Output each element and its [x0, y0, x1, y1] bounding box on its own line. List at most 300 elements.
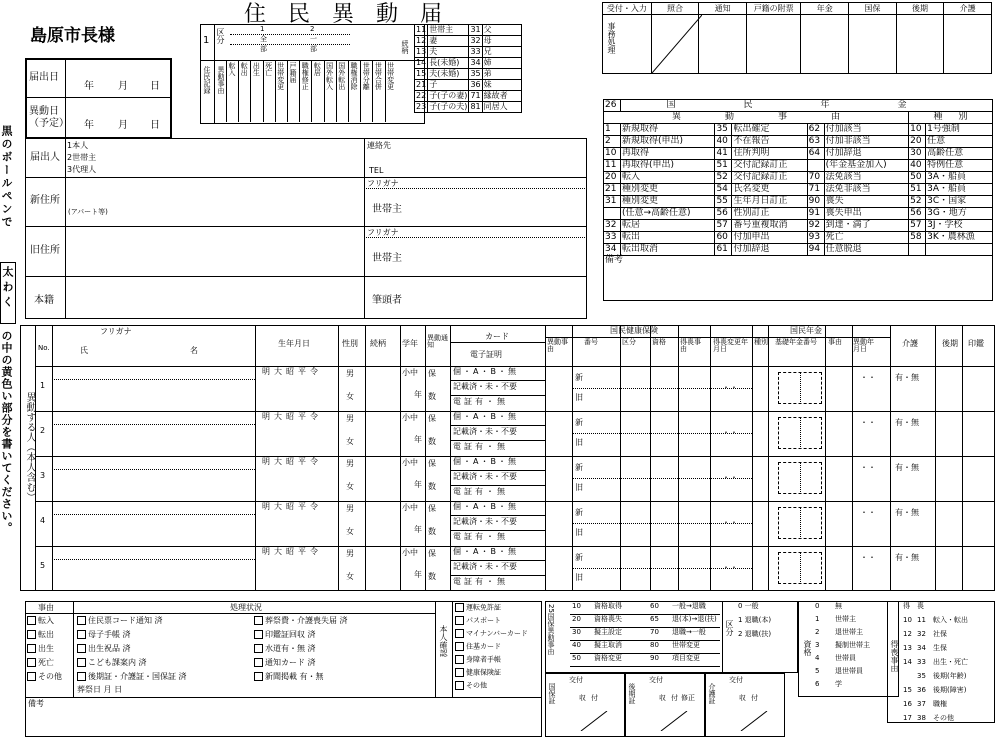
checkbox[interactable]	[455, 616, 464, 625]
relation-cell: 妻	[428, 36, 469, 47]
cert-item: 付	[671, 694, 678, 702]
id-option[interactable]	[455, 603, 501, 612]
tokuso-cell: 11	[917, 616, 926, 624]
reason-divider	[287, 60, 288, 122]
grade: 小中	[402, 368, 418, 377]
furigana-line	[52, 469, 255, 470]
col-divider	[572, 325, 573, 591]
ecert: 電証有・無	[453, 442, 508, 451]
id-option[interactable]	[455, 629, 528, 638]
col-header: 生年月日	[278, 339, 310, 348]
tokuso-label: 得喪事由	[890, 640, 899, 672]
col-header: 電子証明	[470, 350, 502, 359]
kubun-label: 区分	[725, 620, 734, 636]
col-header: 学年	[402, 339, 418, 348]
era-options: 明大昭平令	[262, 412, 322, 421]
relation-cell: 23	[416, 102, 427, 111]
status-option[interactable]	[77, 630, 131, 639]
sep	[450, 425, 545, 426]
grade-year: 年	[414, 390, 422, 399]
pension-code-cell: 交付記録訂正	[732, 172, 807, 184]
checkbox[interactable]	[77, 672, 86, 681]
category-col: 部	[310, 45, 317, 53]
checkbox[interactable]	[77, 616, 86, 625]
pension-code-cell: 52	[909, 196, 926, 208]
shikaku-text: 退世帯員	[835, 667, 863, 675]
sex-female: 女	[346, 482, 354, 491]
furigana-line	[52, 379, 255, 380]
pension-code-cell: 新規取得(申出)	[621, 136, 715, 148]
relation-cell: 81	[470, 102, 481, 111]
cert-item: 付	[591, 694, 598, 702]
col-divider	[890, 325, 891, 591]
tokuso-cell: 17	[903, 714, 912, 722]
relation-cell: 世帯主	[428, 25, 469, 36]
category-col: 部	[260, 45, 267, 53]
tokuso-cell: 15	[903, 686, 912, 694]
pension-code-cell: 3J・学校	[926, 220, 993, 232]
status-option[interactable]	[254, 616, 348, 625]
pension-code-cell: 付加非該当	[824, 136, 908, 148]
id-option[interactable]	[455, 642, 501, 651]
reason-col: 国外転入	[325, 62, 334, 90]
checkbox[interactable]	[455, 629, 464, 638]
move-date-label: 異動日（予定）	[29, 106, 69, 129]
pension-code-cell: 3C・国家	[926, 196, 993, 208]
kaigo-umu: 有・無	[895, 463, 919, 472]
status-text: 住民票コード通知 済	[88, 616, 163, 625]
card-entry: 記載済・未・不要	[453, 472, 517, 481]
contact-label: 連絡先	[367, 141, 391, 150]
col-divider	[620, 325, 621, 591]
id-option[interactable]	[455, 616, 501, 625]
id-option[interactable]	[455, 655, 501, 664]
status-text: 葬祭費・介護喪失届 済	[265, 616, 348, 625]
sep	[450, 485, 545, 486]
card-entry: 記載済・未・不要	[453, 427, 517, 436]
reason-option[interactable]	[27, 616, 54, 625]
bottom-remarks-label: 備考	[28, 699, 44, 708]
tokuso-cell: 34	[917, 644, 926, 652]
reason-option[interactable]	[27, 630, 54, 639]
bottom-reason-label: 事由	[38, 603, 54, 612]
tokuso-cell: 13	[903, 644, 912, 652]
era-options: 明大昭平令	[262, 547, 322, 556]
sep	[450, 560, 545, 561]
checkbox[interactable]	[77, 644, 86, 653]
grade: 小中	[402, 503, 418, 512]
pension-code-cell: 法免該当	[824, 172, 908, 184]
pension-code-cell: 3K・農林漁	[926, 232, 993, 244]
submit-date-label: 届出日	[29, 72, 59, 83]
grade-year: 年	[414, 525, 422, 534]
sex-male: 男	[346, 369, 354, 378]
cert-item: 修正	[681, 694, 695, 702]
kokuho-old: 旧	[575, 393, 583, 402]
cert-item: 収	[579, 694, 586, 702]
pension-code-cell: 20	[604, 172, 621, 184]
kokuho-new: 新	[575, 373, 583, 382]
pension-code-cell: 63	[807, 136, 824, 148]
checkbox[interactable]	[27, 658, 36, 667]
id-text: 運転免許証	[466, 603, 501, 612]
kubun-option: 1 退職(本)	[738, 616, 772, 624]
pension-code-cell	[909, 244, 926, 256]
id-text: 住基カード	[466, 642, 501, 651]
tokuso-cell: 35	[917, 672, 926, 680]
kokuho-code: 50	[572, 654, 581, 662]
sep	[450, 380, 545, 381]
pension-sub	[909, 112, 993, 124]
reason-col: 国外転出	[337, 62, 346, 90]
id-text: その他	[466, 681, 487, 690]
pension-code-cell: 11	[604, 160, 621, 172]
kokuho-code-label: 25国保異動事由	[547, 604, 555, 655]
pension-remarks: 備考	[604, 256, 993, 301]
checkbox[interactable]	[254, 644, 263, 653]
tokuso-cell: 社保	[933, 630, 947, 638]
row-no: 5	[40, 561, 46, 570]
persons-side-label: 異動する人（本人含む）	[24, 392, 35, 502]
shikaku-text: 擬制世帯主	[835, 641, 870, 649]
kaigo-umu: 有・無	[895, 553, 919, 562]
relation-cell: 子	[428, 80, 469, 91]
relation-cell: 縁故者	[482, 91, 521, 102]
relation-cell: 14	[416, 58, 427, 67]
office-col: 受付・入力	[603, 3, 652, 15]
pension-code-cell: 55	[715, 196, 732, 208]
cert-slash	[659, 711, 689, 731]
tokuso-cell: 37	[917, 700, 926, 708]
checkbox[interactable]	[27, 616, 36, 625]
reason-col: 転居	[313, 62, 322, 76]
pension-code-cell: 91	[807, 208, 824, 220]
sep	[450, 470, 545, 471]
col-header: 後期	[942, 339, 958, 348]
pension-code-cell: 61	[715, 244, 732, 256]
reason-text: その他	[38, 672, 62, 681]
apartment-label: (アパート等)	[68, 208, 108, 216]
relation-cell: 夫(未婚)	[428, 69, 469, 80]
checkbox[interactable]	[77, 630, 86, 639]
id-option[interactable]	[455, 668, 501, 677]
pension-code-cell: 90	[807, 196, 824, 208]
id-option[interactable]	[455, 681, 487, 690]
reason-col: 出生	[252, 62, 261, 76]
notice: 保	[428, 414, 436, 423]
kubun-option: 2 退職(扶)	[738, 630, 772, 638]
notice: 保	[428, 369, 436, 378]
notice-count: 数	[428, 527, 436, 536]
kokuho-code: 30	[572, 628, 581, 636]
pension-code-cell: 性別訂正	[732, 208, 807, 220]
pension-code-cell: 任意脱退	[824, 244, 908, 256]
shikaku-no: 2	[815, 628, 820, 636]
ecert: 電証有・無	[453, 577, 508, 586]
col-header: 資格	[652, 338, 666, 346]
notice: 保	[428, 549, 436, 558]
pension-code-cell: 1	[604, 124, 621, 136]
status-option[interactable]	[77, 686, 122, 694]
col-header: 氏	[80, 346, 88, 355]
kaigo-umu: 有・無	[895, 373, 919, 382]
cert-label: 国保証	[548, 683, 556, 704]
kokuho-old: 旧	[575, 438, 583, 447]
reason-option[interactable]	[27, 658, 54, 667]
cert-item: 交付	[569, 676, 583, 684]
pension-code-cell: 新規取得	[621, 124, 715, 136]
pension-code-cell	[926, 244, 993, 256]
checkbox[interactable]	[27, 644, 36, 653]
kokuho-new: 新	[575, 418, 583, 427]
sep	[450, 575, 545, 576]
kubun-option: 0 一般	[738, 602, 759, 610]
checkbox[interactable]	[455, 642, 464, 651]
kokuho-code: 擬主取消	[594, 641, 622, 649]
notice-count: 数	[428, 437, 436, 446]
left-note: 黒のボールペンで	[0, 125, 13, 229]
sep	[570, 666, 720, 667]
status-option[interactable]	[77, 644, 131, 653]
pension-code-cell	[604, 208, 621, 220]
checkbox[interactable]	[77, 658, 86, 667]
grade: 小中	[402, 413, 418, 422]
col-divider	[450, 325, 451, 591]
pension-code-cell: 41	[715, 148, 732, 160]
shikaku-no: 4	[815, 654, 820, 662]
col-header: 名	[190, 346, 198, 355]
col-divider	[752, 325, 753, 591]
pension-code-cell: 52	[715, 172, 732, 184]
reason-divider	[250, 60, 251, 122]
shikaku-no: 1	[815, 615, 820, 623]
relation-cell: 21	[416, 80, 427, 89]
col-header: 番号	[584, 338, 598, 346]
status-text: 後期証・介護証・国保証 済	[88, 672, 187, 681]
status-option[interactable]	[77, 672, 187, 681]
status-option[interactable]	[254, 658, 316, 667]
pension-code-cell: 不在報告	[732, 136, 807, 148]
pension-code-cell: 94	[807, 244, 824, 256]
sex-male: 男	[346, 549, 354, 558]
col-divider	[852, 325, 853, 591]
reason-col: 職権修正	[301, 62, 310, 90]
relation-cell: 夫	[428, 47, 469, 58]
category-col: 2	[310, 25, 315, 33]
office-col: 年金	[801, 3, 849, 15]
relation-cell: 12	[416, 36, 427, 45]
row-no: 3	[40, 471, 46, 480]
reason-text: 出生	[38, 644, 54, 653]
notice-count: 数	[428, 482, 436, 491]
pension-code-cell: 60	[715, 232, 732, 244]
reason-text: 死亡	[38, 658, 54, 667]
era-options: 明大昭平令	[262, 367, 322, 376]
card-type: 個・A・B・無	[453, 367, 518, 376]
relation-cell: 母	[482, 36, 521, 47]
pension-head: 26	[604, 100, 621, 112]
kokuho-code: 80	[650, 641, 659, 649]
pension-sub-char: 別	[958, 112, 968, 122]
status-option[interactable]	[77, 616, 163, 625]
sep	[450, 530, 545, 531]
nenkin-date: ・・	[860, 553, 876, 562]
reason-col: 戸籍届	[289, 62, 297, 83]
status-option[interactable]	[254, 630, 316, 639]
reason-text: 転出	[38, 630, 54, 639]
status-option[interactable]	[77, 658, 147, 667]
reason-divider	[372, 60, 373, 122]
checkbox[interactable]	[254, 630, 263, 639]
address-box	[25, 138, 587, 319]
relation-cell: 34	[470, 58, 481, 67]
pension-code-cell: 56	[715, 208, 732, 220]
checkbox[interactable]	[27, 630, 36, 639]
pension-code-cell: 交付記録訂正	[732, 160, 807, 172]
pension-head-char: 国	[666, 100, 716, 110]
tokuso-head: 喪	[917, 602, 924, 610]
col-header: カード	[485, 332, 509, 341]
pension-sub-char: 事	[778, 112, 788, 122]
relation-cell: 父	[482, 25, 521, 36]
pension-head-char: 民	[743, 100, 793, 110]
pension-code-cell: 50	[909, 172, 926, 184]
pension-code-cell: 92	[807, 220, 824, 232]
pension-code-cell: 再取得(申出)	[621, 160, 715, 172]
col-divider	[935, 325, 936, 591]
kokuho-code: 資格取得	[594, 602, 622, 610]
checkbox[interactable]	[455, 668, 464, 677]
pension-code-cell: 転出確定	[732, 124, 807, 136]
reason-option[interactable]	[27, 672, 62, 681]
pension-code-cell: 付加申出	[732, 232, 807, 244]
relation-cell: 姉	[482, 58, 521, 69]
pension-code-cell: 1号強制	[926, 124, 993, 136]
col-header: 区分	[622, 338, 636, 346]
change-date: ・・	[722, 428, 738, 437]
col-divider	[400, 325, 401, 591]
status-text: 母子手帳 済	[88, 630, 131, 639]
kokuho-code: 世帯変更	[672, 641, 700, 649]
col-header: 異動通知	[427, 334, 448, 349]
shikaku-no: 6	[815, 680, 820, 688]
kokuho-new: 新	[575, 553, 583, 562]
card-entry: 記載済・未・不要	[453, 517, 517, 526]
sep	[450, 440, 545, 441]
relation-cell: 36	[470, 80, 481, 89]
checkbox[interactable]	[455, 681, 464, 690]
col-divider	[545, 325, 546, 591]
pension-code-cell: 転出取消	[621, 244, 715, 256]
pension-code-cell: (年金基金加入)	[824, 160, 908, 172]
checkbox[interactable]	[254, 658, 263, 667]
sep	[450, 515, 545, 516]
pension-code-cell: 34	[604, 244, 621, 256]
office-col: 戸籍の附票	[746, 3, 800, 15]
id-text: パスポート	[466, 616, 501, 625]
col-divider	[425, 325, 426, 591]
kokuho-code: 70	[650, 628, 659, 636]
pension-code-cell: 付加辞退	[824, 148, 908, 160]
pension-code-cell: 転出	[621, 232, 715, 244]
cert-label: 後期証	[628, 683, 636, 704]
pension-code-cell: (任意→高齢任意)	[621, 208, 715, 220]
kokuho-code: 退(本)→退(扶)	[672, 615, 717, 623]
left-note2: の中の黄色い部分を書いてください。	[0, 330, 13, 534]
checkbox[interactable]	[455, 603, 464, 612]
tokuso-cell: 12	[903, 630, 912, 638]
relation-cell: 31	[470, 25, 481, 34]
zokugara-label: 続柄	[401, 40, 409, 54]
category-col: 1	[260, 25, 265, 33]
tokuso-head: 得	[903, 602, 910, 610]
kokuho-code: 40	[572, 641, 581, 649]
relation-cell: 同居人	[482, 102, 521, 113]
tokuso-cell: 生保	[933, 644, 947, 652]
nenkin-date: ・・	[860, 508, 876, 517]
reason-option[interactable]	[27, 644, 54, 653]
relation-table	[414, 24, 522, 113]
reason-col: 世帯合併	[374, 62, 383, 90]
card-type: 個・A・B・無	[453, 547, 518, 556]
tokuso-cell: 後期(障害)	[933, 686, 967, 694]
pension-code-cell: 付加辞退	[732, 244, 807, 256]
col-header: 得喪変更年月日	[713, 338, 748, 353]
checkbox[interactable]	[254, 672, 263, 681]
tokuso-cell: 33	[917, 658, 926, 666]
kokuho-old: 旧	[575, 573, 583, 582]
addressee: 島原市長様	[30, 26, 115, 46]
kokuho-code: 10	[572, 602, 581, 610]
pension-code-cell: 種別変更	[621, 196, 715, 208]
pension-sub-char: 由	[831, 112, 841, 122]
relation-cell: 子(子の妻)	[429, 91, 468, 100]
status-option[interactable]	[254, 644, 316, 653]
sex-female: 女	[346, 392, 354, 401]
col-divider	[962, 325, 963, 591]
tokuso-cell: 14	[903, 658, 912, 666]
col-header: No.	[38, 344, 50, 352]
change-date: ・・	[722, 563, 738, 572]
reason-divider	[348, 60, 349, 122]
pension-code-cell: 10	[604, 148, 621, 160]
pension-head-char: 年	[820, 100, 870, 110]
category-col: 一	[310, 35, 317, 43]
pension-sub-char: 異	[672, 112, 682, 122]
furigana-line	[52, 559, 255, 560]
sex-female: 女	[346, 572, 354, 581]
new-address-label: 新住所	[30, 195, 60, 206]
checkbox[interactable]	[455, 655, 464, 664]
kokuho-code: 資格変更	[594, 654, 622, 662]
reason-divider	[226, 60, 227, 122]
col-header: 得喪事由	[680, 338, 701, 353]
reason-col: 世帯分離	[362, 62, 371, 90]
category-col: 全	[260, 35, 267, 43]
tokuso-cell: 転入・転出	[933, 616, 968, 624]
col-divider	[338, 325, 339, 591]
status-option[interactable]	[254, 672, 324, 681]
status-text: 水道有・無 済	[265, 644, 316, 653]
pension-code-cell: 70	[807, 172, 824, 184]
checkbox[interactable]	[27, 672, 36, 681]
tokuso-cell: 16	[903, 700, 912, 708]
pension-code-cell: 番号重複取消	[732, 220, 807, 232]
pension-code-cell: 51	[909, 184, 926, 196]
card-entry: 記載済・未・不要	[453, 562, 517, 571]
checkbox[interactable]	[254, 616, 263, 625]
pension-code-cell: 54	[715, 184, 732, 196]
